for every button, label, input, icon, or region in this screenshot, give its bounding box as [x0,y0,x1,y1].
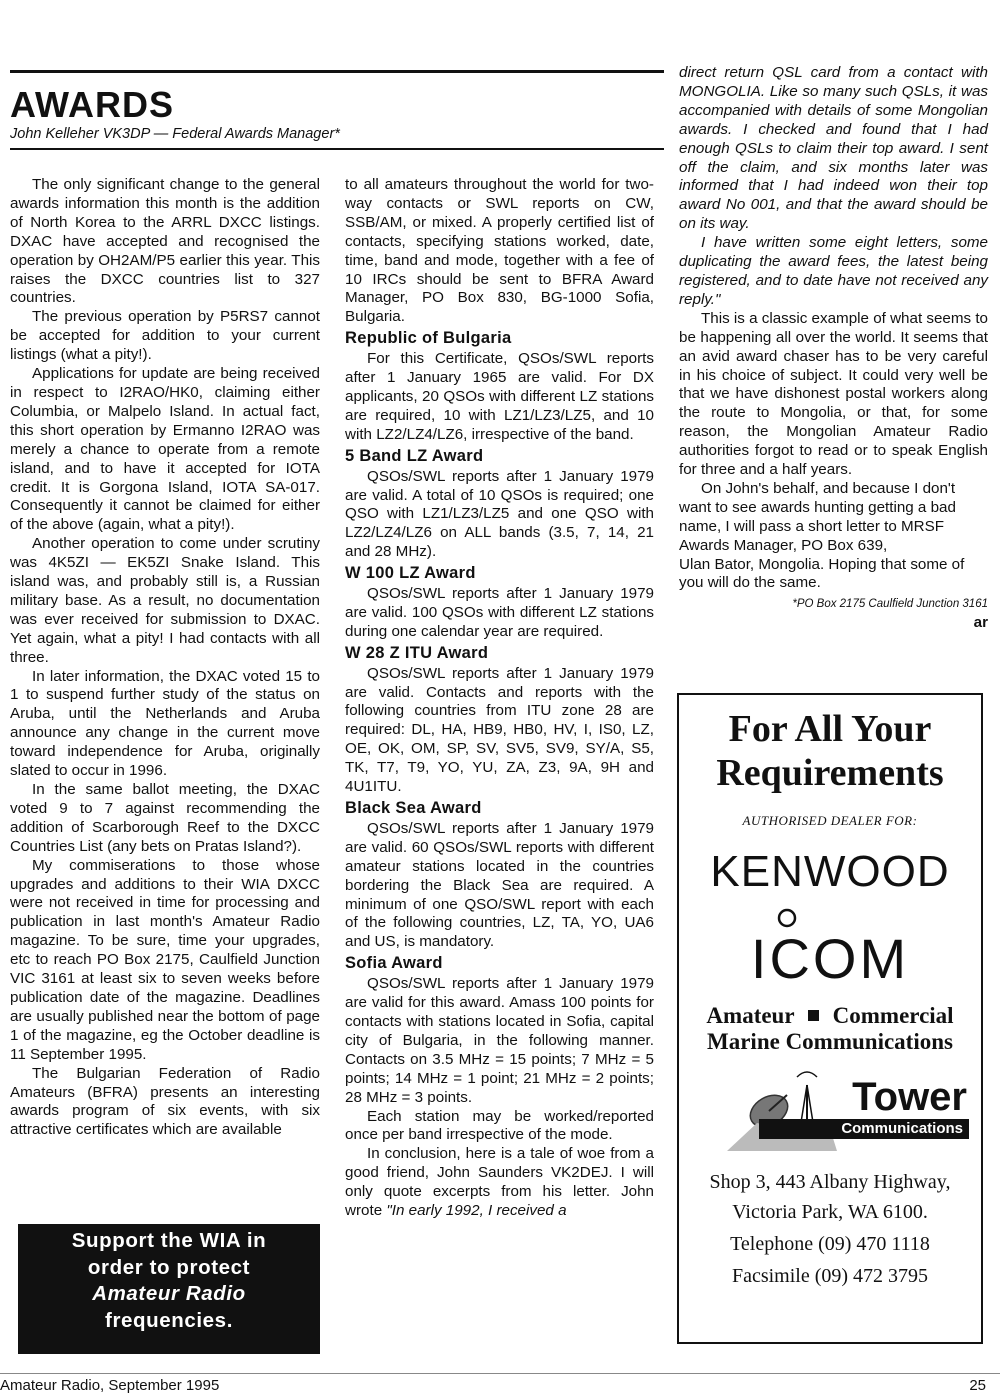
banner-line: order to protect [87,1255,251,1279]
paragraph: This is a classic example of what seems to be happening all over the world. It seems that an avid award chaser has to be very careful in his choice of subject. It could very well be that we have dishonest postal workers along the route to Mongolia, or that, for some reason, the Mongolian Amateur Radio authorities forgot to read or to speak English for three and a half years. [679,309,988,479]
banner-line: Amateur Radio [92,1282,246,1305]
ad-service: Commercial [832,1003,954,1028]
communications-bar: Communications [759,1119,969,1139]
support-wia-banner [18,1224,320,1354]
bullet-square-icon [808,1010,819,1021]
quote-paragraph: direct return QSL card from a contact with MONGOLIA. Like so many such QSLs, it was accompanied with details of some Mongolian awards. I checked and found that I had enough QSLs to claim their top award. I sent off the claim, and six months later was informed that I had indeed won their top award No 001, and that the award should be on its way. [679,64,988,233]
ad-telephone: Telephone (09) 470 1118 [730,1233,930,1255]
ad-dealer-line: AUTHORISED DEALER FOR: [742,813,918,828]
paragraph: On John's behalf, and because I don't want to see awards hunting getting a bad name, I will pass a short letter to MRSF Awards Manager, PO Box 639, [679,479,956,554]
column-3 [679,64,988,633]
column-1 [10,176,320,1140]
paragraph: QSOs/SWL reports after 1 January 1979 are valid. 60 QSOs/SWL reports with different amateur stations located in the countries bordering the Black Sea are required. A minimum of one QSO/SWL report with each of the following countries, LZ, TA, YO, UA6 and US, is mandatory. [345,819,654,951]
tower-logo [679,1065,981,1155]
tower-communications-ad [677,693,983,1344]
ad-address-line: Victoria Park, WA 6100. [732,1201,928,1223]
text-run: In conclusion, here is a tale of woe from a good friend, John Saunders VK2DEJ. I will only quote excerpts from his letter. John wrote [345,1145,654,1220]
section-heading-5band: 5 Band LZ Award [345,446,484,465]
icom-logo [679,907,981,989]
paragraph: Applications for update are being received in respect to I2RAO/HK0, claiming either Columbia, or Malpelo Island. In actual fact, this short operation by Ermanno I2RAO was merely a chance to operate from a remote island, and to have it accepted for IOTA credit. It is Gorgona Island, IOTA SA-017. Consequently it cannot be claimed for either of the above (again, what a pity!). [10,365,320,534]
section-heading-sofia: Sofia Award [345,954,443,973]
ad-headline: For All Your [728,708,932,750]
section-heading-w28: W 28 Z ITU Award [345,643,489,662]
paragraph: The previous operation by P5RS7 cannot be accepted for addition to your current listings (what a pity!). [10,308,320,364]
page-title: AWARDS [10,84,175,125]
banner-line: frequencies. [105,1308,233,1332]
section-heading-w100: W 100 LZ Award [345,564,476,583]
ad-headline: Requirements [716,752,944,794]
paragraph: QSOs/SWL reports after 1 January 1979 are valid. Contacts and reports with the following countries from ITU zone 28 are required: DL, HA, HB9, HB0, HV, I, IS0, LZ, OE, OK, OM, SP, SV, SV5, SV9, SY/A, S5, TK, T7, T9, YO, YU, ZA, Z3, 9A, 9H and 4U1ITU. [345,664,654,796]
quote-paragraph: I have written some eight letters, some duplicating the award fees, the latest being registered, and to date have not received any reply." [679,234,988,308]
paragraph [345,1145,654,1221]
end-mark: ar [973,614,988,632]
paragraph: In the same ballot meeting, the DXAC voted 9 to 7 against recommending the addition of Scarborough Reef to the DXCC Countries List (any bets on Pratas Island?). [10,781,320,855]
paragraph: The only significant change to the general awards information this month is the addition of North Korea to the ARRL DXCC listings. DXAC have accepted and recognised the operation by OH2AM/P5 earlier this year. This raises the DXCC countries list to 327 countries. [10,176,320,307]
quote-start: "In early 1992, I received a [386,1202,567,1220]
byline: John Kelleher VK3DP — Federal Awards Manager* [10,126,340,142]
ad-service: Amateur [706,1003,795,1028]
ad-address-line: Shop 3, 443 Albany Highway, [709,1171,951,1193]
section-heading-bulgaria: Republic of Bulgaria [345,329,512,348]
paragraph: Another operation to come under scrutiny was 4K5ZI — EK5ZI Snake Island. This island was, and probably still is, a Russian military base. As a result, no documentation was ever received for submission to DXAC. Yet again, what a pity! I had contacts with all three. [10,535,320,666]
footnote: *PO Box 2175 Caulfield Junction 3161 [792,598,988,611]
column-2 [345,176,654,1221]
ad-services-line [679,1003,981,1029]
paragraph: The Bulgarian Federation of Radio Amateurs (BFRA) presents an interesting awards program of six events, with six attractive certificates which are available [10,1064,320,1139]
paragraph: Ulan Bator, Mongolia. Hoping that some of you will do the same. [679,555,965,592]
paragraph: For this Certificate, QSOs/SWL reports after 1 January 1965 are valid. For DX applicants, 20 QSOs with different LZ stations are required, 10 with LZ1/LZ3/LZ5, and 10 with LZ2/LZ4/LZ6, irrespective of the band. [345,350,654,443]
paragraph: In later information, the DXAC voted 15 to 1 to suspend further study of the status on Aruba, until the Netherlands and Aruba announce any change in the current move toward independence for Aruba, originally slated to occur in 1996. [10,667,320,780]
header-rule-top [10,70,664,73]
header-rule-bottom [10,148,664,150]
satellite-dish-icon [727,1065,837,1153]
page-number: 25 [969,1377,986,1394]
section-heading-black-sea: Black Sea Award [345,799,482,817]
banner-line: Support the WIA in [71,1229,267,1252]
paragraph: QSOs/SWL reports after 1 January 1979 are valid for this award. Amass 100 points for contacts with stations located in Sofia, capital city of Bulgaria, in the following manner. Contacts on 3.5 MHz = 15 points; 7 MHz = 5 points; 14 MHz = 1 point; 21 MHz = 2 points; 28 MHz = 3 points. [345,975,654,1106]
paragraph: QSOs/SWL reports after 1 January 1979 are valid. A total of 10 QSOs is required; one QSO with LZ1/LZ3/LZ5 and one QSO with LZ2/LZ4/LZ6 on ALL bands (3.5, 7, 14, 21 and 28 MHz). [345,467,654,561]
icom-ring-icon [767,907,807,929]
footer-rule [0,1373,1000,1374]
paragraph: QSOs/SWL reports after 1 January 1979 are valid. 100 QSOs with different LZ stations during one calendar year are required. [345,585,654,640]
tower-wordmark: Tower [852,1075,967,1119]
paragraph: Each station may be worked/reported once per band irrespective of the mode. [345,1107,654,1144]
paragraph: My commiserations to those whose upgrades and additions to their WIA DXCC were not received in time for processing and publication in last month's Amateur Radio magazine. To be sure, time your upgrades, etc to reach PO Box 2175, Caulfield Junction VIC 3161 at least six to seven weeks before publication date of the magazine. Deadlines are usually published near the bottom of page 1 of the magazine, eg the October deadline is 11 September 1995. [10,856,320,1063]
ad-facsimile: Facsimile (09) 472 3795 [731,1265,929,1287]
paragraph: to all amateurs throughout the world for two-way contacts or SWL reports on CW, SSB/AM, or mixed. A properly certified list of contacts, specifying stations worked, date, time, band and mode, together with a fee of 10 IRCs should be sent to BFRA Award Manager, PO Box 830, BG-1000 Sofia, Bulgaria. [345,176,654,326]
ad-services-line: Marine Communications [707,1029,953,1054]
kenwood-logo: KENWOOD [710,847,950,896]
icom-wordmark: ICOM [750,927,910,990]
footer-publication: Amateur Radio, September 1995 [0,1377,220,1394]
